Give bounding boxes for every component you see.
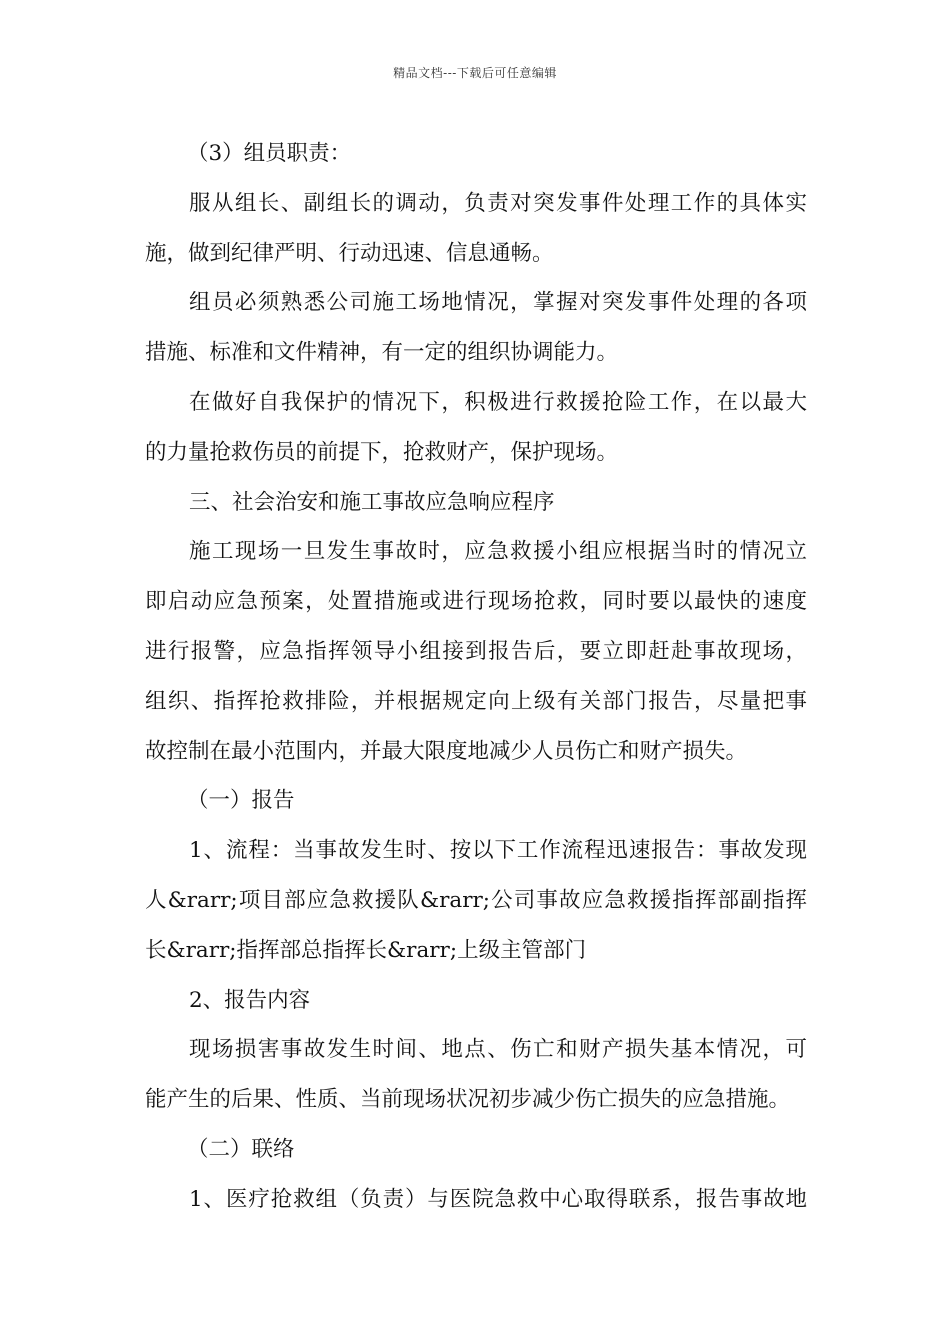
page-header: 精品文档---下载后可任意编辑	[393, 66, 557, 80]
paragraph-line: 能产生的后果、性质、当前现场状况初步减少伤亡损失的应急措施。	[145, 1087, 791, 1113]
section-heading: 2、报告内容	[189, 987, 311, 1013]
paragraph-line: 现场损害事故发生时间、地点、伤亡和财产损失基本情况，可	[189, 1037, 807, 1063]
paragraph-line: 长&rarr;指挥部总指挥长&rarr;上级主管部门	[145, 937, 587, 963]
paragraph-line: 服从组长、副组长的调动，负责对突发事件处理工作的具体实	[189, 190, 807, 216]
paragraph-line: 措施、标准和文件精神，有一定的组织协调能力。	[145, 340, 619, 366]
document-body	[145, 129, 807, 1225]
section-heading: （一）报告	[187, 788, 295, 814]
section-heading: （3）组员职责：	[187, 141, 352, 166]
paragraph-line: 即启动应急预案，处置措施或进行现场抢救，同时要以最快的速度	[145, 589, 807, 615]
paragraph-line: 1、医疗抢救组（负责）与医院急救中心取得联系，报告事故地	[189, 1186, 807, 1212]
paragraph-line: 施，做到纪律严明、行动迅速、信息通畅。	[145, 240, 554, 266]
paragraph-line: 组织、指挥抢救排险，并根据规定向上级有关部门报告，尽量把事	[145, 688, 807, 714]
paragraph-line: 人&rarr;项目部应急救援队&rarr;公司事故应急救援指挥部副指挥	[145, 887, 807, 913]
section-heading: 三、社会治安和施工事故应急响应程序	[189, 489, 555, 515]
paragraph-line: 故控制在最小范围内，并最大限度地减少人员伤亡和财产损失。	[145, 738, 748, 764]
paragraph-line: 在做好自我保护的情况下，积极进行救援抢险工作，在以最大	[189, 389, 807, 415]
paragraph-line: 组员必须熟悉公司施工场地情况，掌握对突发事件处理的各项	[189, 290, 807, 316]
section-heading: （二）联络	[187, 1136, 295, 1162]
paragraph-line: 施工现场一旦发生事故时，应急救援小组应根据当时的情况立	[189, 539, 807, 565]
paragraph-line: 进行报警，应急指挥领导小组接到报告后，要立即赶赴事故现场，	[145, 638, 807, 664]
paragraph-line: 的力量抢救伤员的前提下，抢救财产，保护现场。	[145, 439, 619, 465]
paragraph-line: 1、流程：当事故发生时、按以下工作流程迅速报告：事故发现	[189, 838, 807, 864]
